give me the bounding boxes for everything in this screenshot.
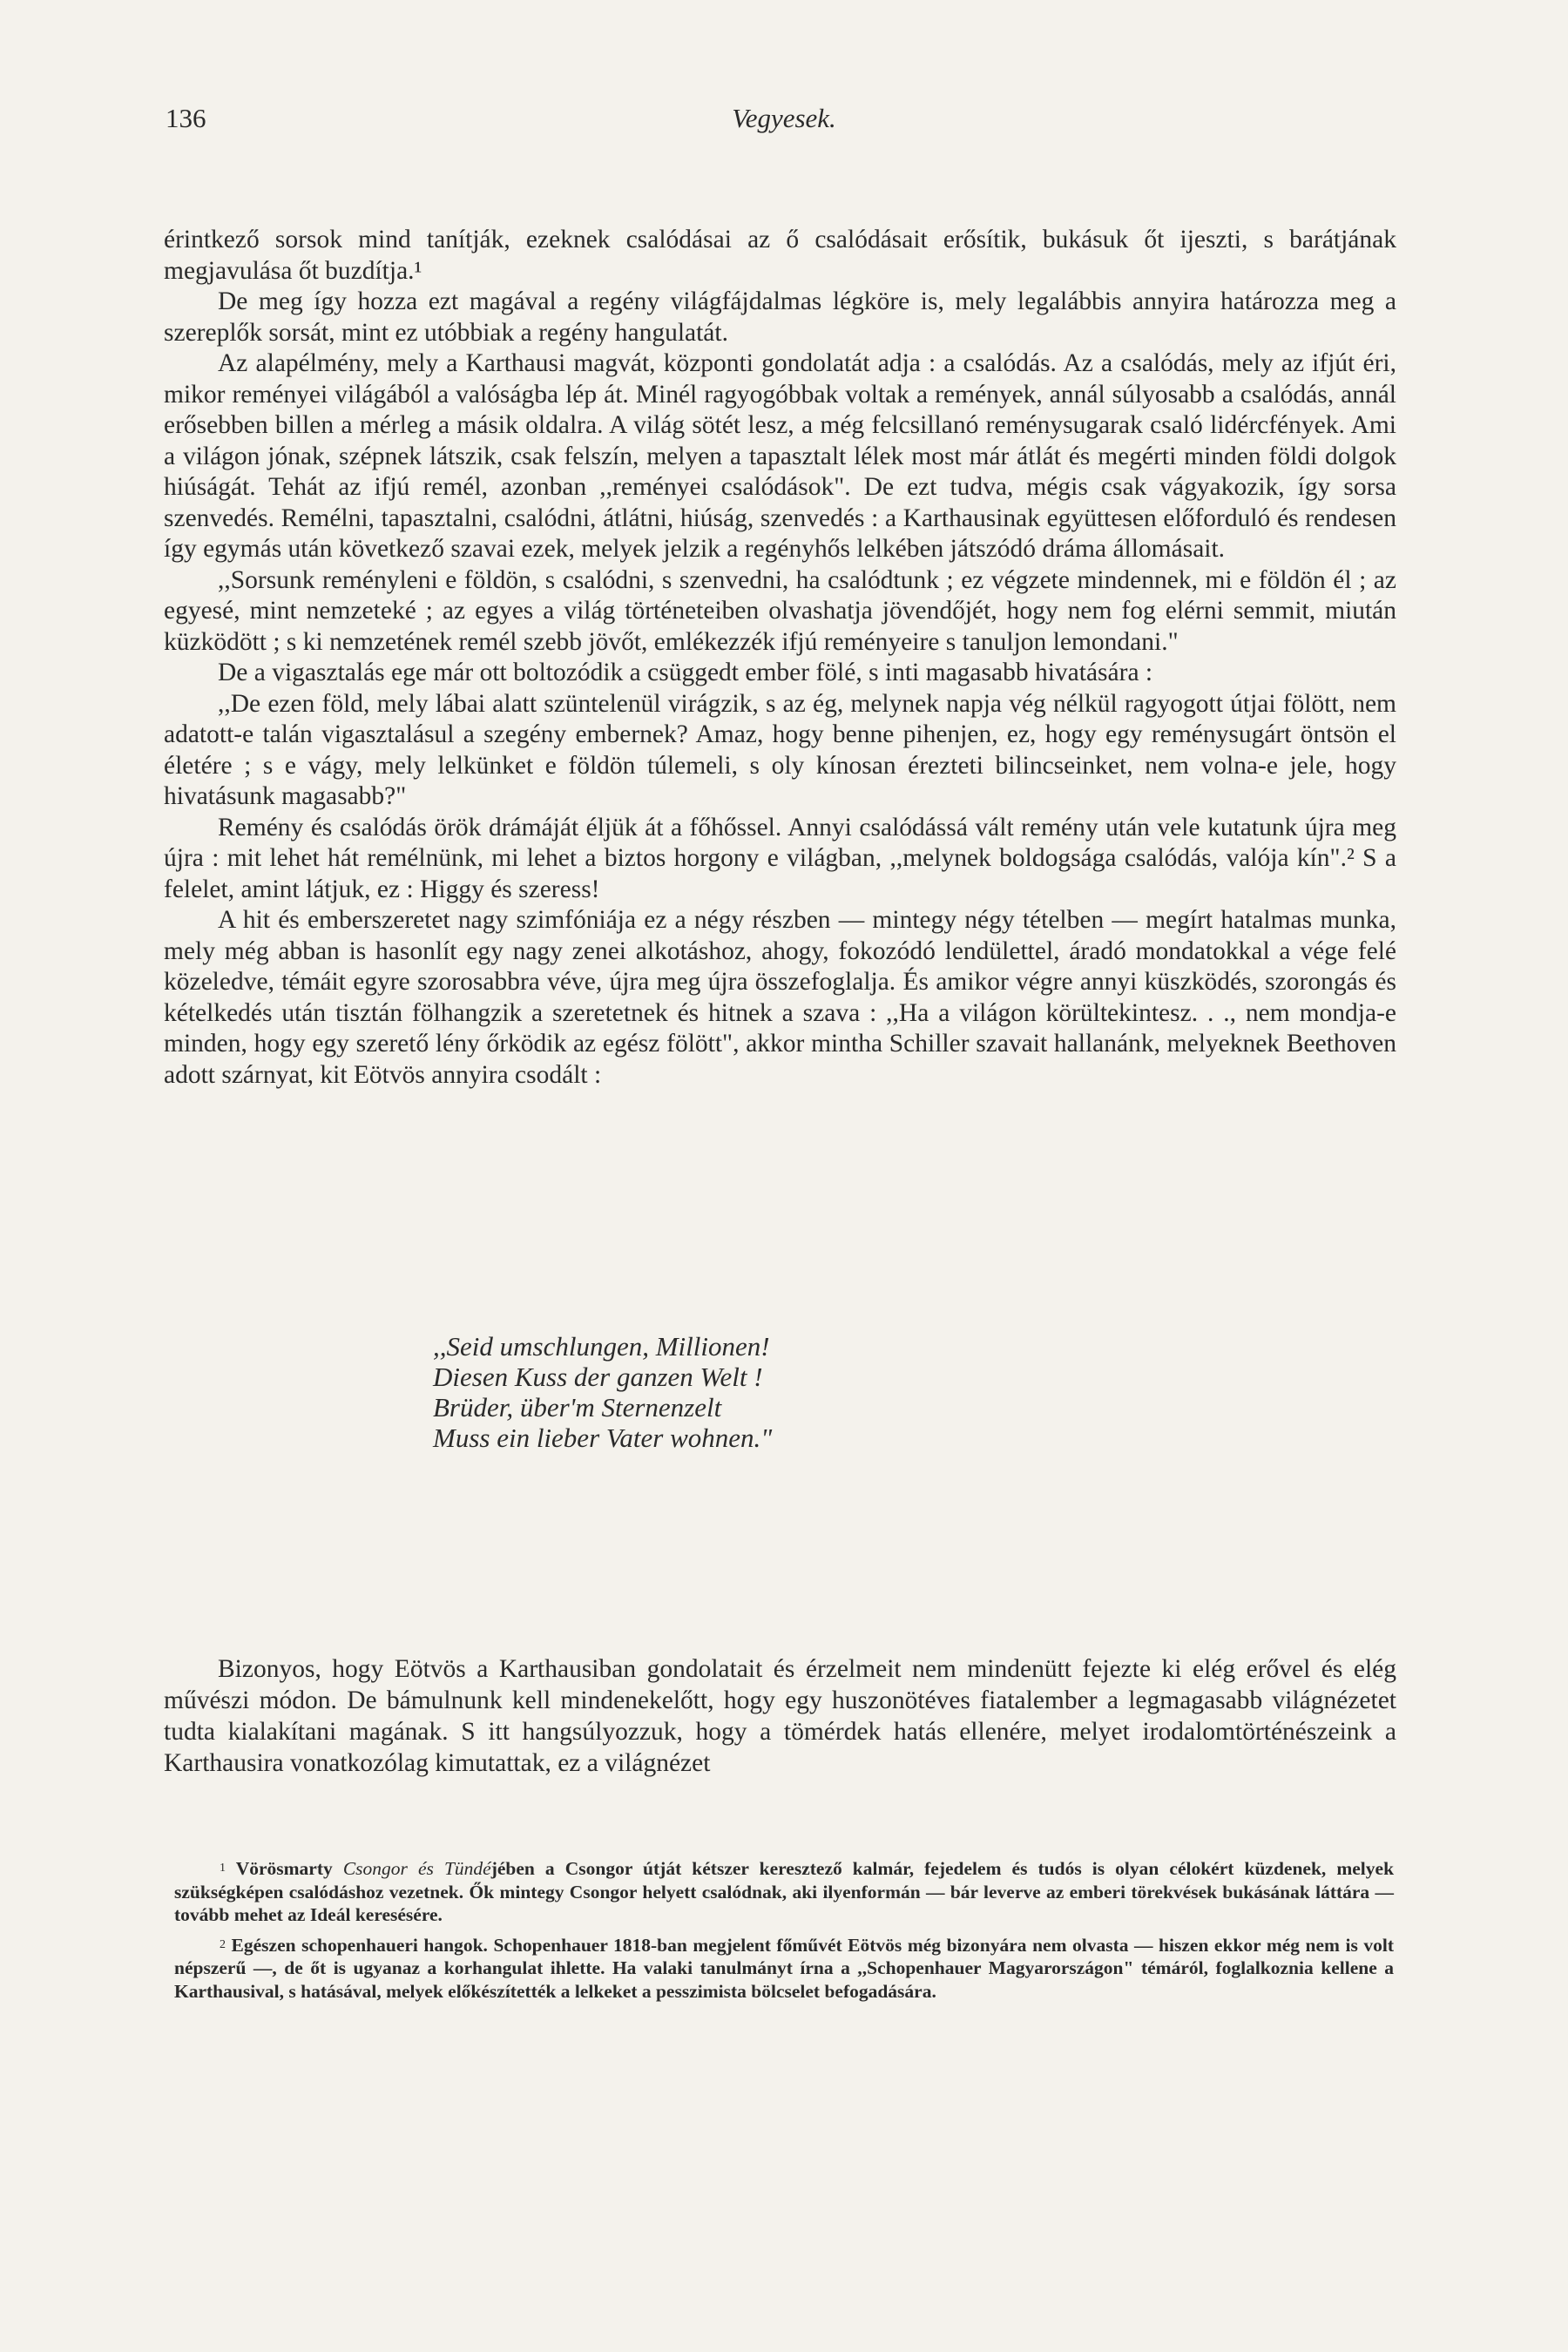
paragraph-9: Bizonyos, hogy Eötvös a Karthausiban gondolatait és érzelmeit nem mindenütt fejezte ki elég erővel és elég művészi módon. De bámulnunk kell mindenekelőtt, hogy egy huszonötéves fiatalember a legmagasabb világnézetet tudta kialakítani magának. S itt hangsúlyozzuk, hogy a tömérdek hatás ellenére, melyet irodalomtörténészeink a Karthausira vonatkozólag kimutattak, ez a világnézet [164, 1655, 1396, 1777]
footnote-2-marker: 2 [220, 1937, 226, 1951]
paragraph-8: A hit és emberszeretet nagy szimfóniája ez a négy részben — mintegy négy tételben — megírt hatalmas munka, mely még abban is hasonlít egy nagy zenei alkotáshoz, ahogy, fokozódó lendülettel, áradó mondatokkal a vége felé közeledve, témáit egyre szorosabbra véve, újra meg újra összefoglalja. És amikor végre annyi küszködés, szorongás és kételkedés után tisztán fölhangzik a szeretetnek és hitnek a szava : ,,Ha a világon körültekintesz. . ., nem mondja-e minden, hogy egy szerető lény őrködik az egész fölött", akkor mintha Schiller szavait hallanánk, melyeknek Beethoven adott szárnyat, kit Eötvös annyira csodált : [164, 906, 1396, 1089]
quote-paragraph-2: ,,De ezen föld, mely lábai alatt szüntelenül virágzik, s az ég, melynek napja vég nélkül ragyogott útjai fölött, nem adatott-e talán vigasztalásul a szegény embernek? Amaz, hogy benne pihenjen, ez, hogy egy reménysugárt öntsön el életére ; s e vágy, mely lelkünket e földön túlemeli, s oly kínosan érezteti bilincseinket, nem volna-e jele, hogy hivatásunk magasabb?" [164, 689, 1396, 810]
footnote-1-title: Csongor és Tündé [342, 1858, 491, 1879]
poem-line: Diesen Kuss der ganzen Welt ! [433, 1362, 763, 1392]
poem-line: Muss ein lieber Vater wohnen." [433, 1423, 773, 1453]
footnote-2-body: Egészen schopenhaueri hangok. Schopenhauer 1818-ban megjelent főművét Eötvös még bizonyára nem olvasta — hiszen ekkor még nem is volt népszerű —, de őt is ugyanaz a korhangulat ihlette. Ha valaki tanulmányt írna a ,,Schopenhauer Magyarországon" témáról, foglalkoznia kellene a Karthausival, s hatásával, melyek előkészítették a lelkeket a pesszimista bölcselet befogadására. [174, 1934, 1394, 2002]
closing-text-block [164, 1653, 1396, 1779]
page-number: 136 [166, 103, 206, 133]
page-header [166, 103, 1402, 143]
paragraph-7: Remény és csalódás örök drámáját éljük át a főhőssel. Annyi csalódássá vált remény után vele kutatunk újra meg újra : mit lehet hát remélnünk, mi lehet a biztos horgony e világban, ,,melynek boldogsága csalódás, valója kín".² S a felelet, amint látjuk, ez : Higgy és szeress! [164, 813, 1396, 903]
footnote-1 [174, 1857, 1394, 1927]
poem-line: ,,Seid umschlungen, Millionen! [433, 1331, 770, 1362]
main-text-block [164, 225, 1396, 1091]
footnote-1-body: jében a Csongor útját kétszer keresztező kalmár, fejedelem és tudós is olyan célokért küzdenek, melyek szükségképen csalódáshoz vezetnek. Ők mintegy Csongor helyett csalódnak, aki ilyenformán — bár leverve az emberi törekvések bukásának láttára — tovább mehet az Ideál keresésére. [174, 1858, 1395, 1925]
quote-paragraph-1: ,,Sorsunk reményleni e földön, s csalódni, s szenvedni, ha csalódtunk ; ez végzete mindennek, mi e földön él ; az egyesé, mint nemzeteké ; az egyes a világ történeteiben olvashatja jövendőjét, hogy nem fog elérni semmit, miután küzködött ; s ki nemzetének remél szebb jövőt, emlékezzék ifjú reményeire s tanuljon lemondani." [164, 565, 1396, 656]
poem-line: Brüder, über'm Sternenzelt [433, 1392, 722, 1423]
footnotes [174, 1857, 1394, 2010]
schiller-poem [433, 1331, 772, 1453]
footnote-1-lead: Vörösmarty [235, 1858, 333, 1879]
paragraph-1: érintkező sorsok mind tanítják, ezeknek csalódásai az ő csalódásait erősítik, bukásuk őt ijeszti, s barátjának megjavulása őt buzdítja.¹ [164, 226, 1396, 285]
footnote-2 [174, 1934, 1394, 2004]
paragraph-2: De meg így hozza ezt magával a regény világfájdalmas légköre is, mely legalábbis annyira határozza meg a szereplők sorsát, mint ez utóbbiak a regény hangulatát. [164, 287, 1396, 347]
paragraph-5: De a vigasztalás ege már ott boltozódik a csüggedt ember fölé, s inti magasabb hivatására : [218, 659, 1153, 686]
running-title: Vegyesek. [732, 103, 836, 133]
footnote-1-marker: 1 [220, 1862, 226, 1875]
paragraph-3: Az alapélmény, mely a Karthausi magvát, központi gondolatát adja : a csalódás. Az a csalódás, mely az ifjút éri, mikor reményei világából a valóságba lép át. Minél ragyogóbbak voltak a remények, annál súlyosabb a csalódás, annál erősebben billen a mérleg a másik oldalra. A világ sötét lesz, a még felcsillanó reménysugarak csaló lidércfények. Ami a világon jónak, szépnek látszik, csak felszín, melyen a tapasztalt lélek most már átlát és megérti minden földi dolgok hiúságát. Tehát az ifjú remél, azonban ,,reményei csalódások". De ezt tudva, mégis csak vágyakozik, így sorsa szenvedés. Remélni, tapasztalni, csalódni, átlátni, hiúság, szenvedés : a Karthausinak együttesen előforduló és rendesen így egymás után következő szavai ezek, melyek jelzik a regényhős lelkében játszódó dráma állomásait. [164, 349, 1396, 563]
